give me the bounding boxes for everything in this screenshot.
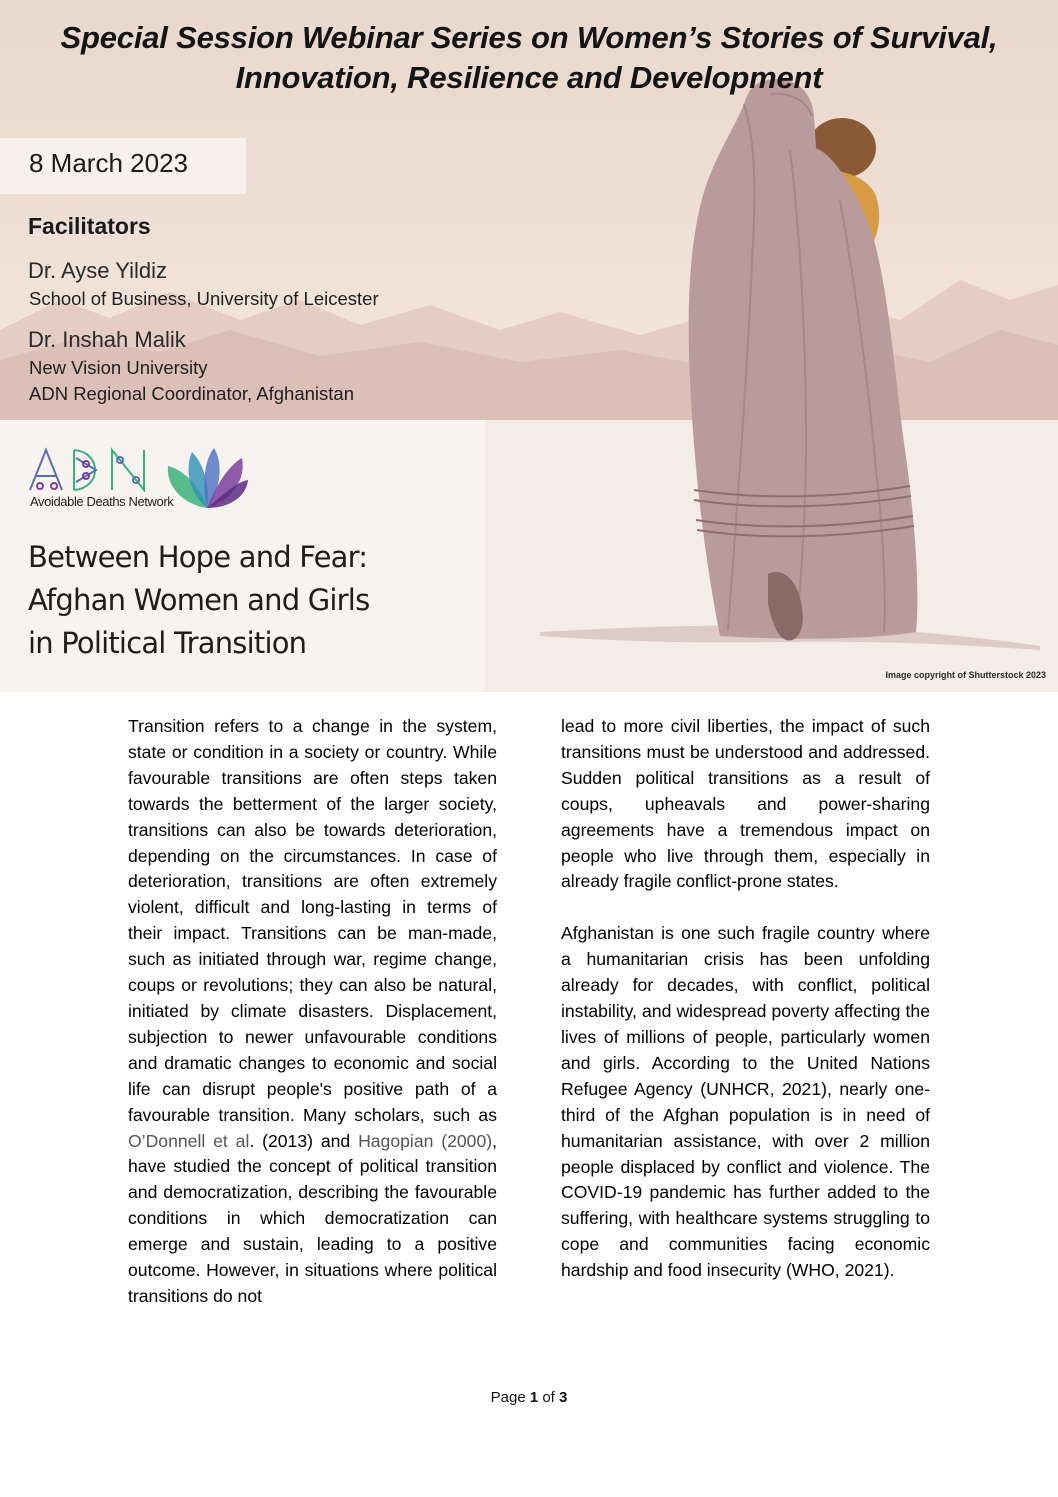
webinar-title	[28, 536, 369, 665]
event-date: 8 March 2023	[29, 148, 188, 178]
adn-logo	[26, 446, 158, 492]
right-column	[561, 714, 930, 1284]
left-paragraph-1	[128, 714, 497, 1310]
left-column	[128, 714, 497, 1310]
right-paragraph-1: lead to more civil liberties, the impact of such transitions must be understood and addressed. Sudden political transitions as a result of coups, upheavals and power-sharing agreements have a tremendous impact on people who live through them, especially in already fragile conflict-prone states.	[561, 716, 930, 892]
left-p1-text-a: Transition refers to a change in the system, state or condition in a society or country. While favourable transitions are often steps taken towards the betterment of the larger society, transitions can also be towards deterioration, depending on the circumstances. In case of deterioration, transitions are often extremely violent, difficult and long-lasting in terms of their impact. Transitions can be man-made, such as initiated through war, regime change, coups or revolutions; they can also be natural, initiated by climate disasters. Displacement, subjection to newer unfavourable conditions and dramatic changes to economic and social life can disrupt people's positive path of a favourable transition. Many scholars, such as	[128, 716, 497, 1125]
series-title-line-2: Innovation, Resilience and Development	[235, 60, 823, 95]
page-prefix: Page	[490, 1389, 530, 1406]
page-total: 3	[559, 1389, 568, 1406]
facilitator-2-affiliation-1: New Vision University	[29, 357, 208, 378]
header-banner	[0, 0, 1058, 692]
facilitator-2-affiliation-2: ADN Regional Coordinator, Afghanistan	[29, 383, 354, 404]
facilitator-2-name: Dr. Inshah Malik	[28, 327, 186, 352]
facilitators-heading: Facilitators	[28, 213, 151, 239]
right-paragraph-2: Afghanistan is one such fragile country where a humanitarian crisis has been unfolding already for decades, with conflict, political instability, and widespread poverty affecting the lives of millions of people, particularly women and girls. According to the United Nations Refugee Agency (UNHCR, 2021), nearly one-third of the Afghan population is in need of humanitarian assistance, with over 2 million people displaced by conflict and violence. The COVID-19 pandemic has further added to the suffering, with healthcare systems struggling to cope and communities facing economic hardship and food insecurity (WHO, 2021).	[561, 923, 930, 1281]
citation-odonnell[interactable]: O’Donnell et al	[128, 1130, 250, 1151]
page-number	[0, 1389, 1058, 1406]
series-title	[0, 18, 1058, 98]
left-p1-text-b: . (2013) and	[249, 1130, 359, 1151]
webinar-title-line-3: in Political Transition	[28, 626, 307, 660]
lotus-logo	[162, 446, 252, 510]
facilitator-1-name: Dr. Ayse Yildiz	[28, 258, 167, 283]
adn-logo-caption: Avoidable Deaths Network	[30, 494, 174, 509]
left-p1-text-c: , have studied the concept of political transition and democratization, describing the favourable conditions in which democratization can emerge and sustain, leading to a positive outcome. However, in situations where political transitions do not	[128, 1130, 497, 1306]
facilitator-1-affiliation: School of Business, University of Leicester	[29, 288, 379, 309]
series-title-line-1: Special Session Webinar Series on Women’s Stories of Survival,	[60, 20, 998, 55]
citation-hagopian[interactable]: Hagopian (2000)	[358, 1130, 493, 1151]
page-current: 1	[529, 1389, 539, 1406]
page-mid: of	[538, 1389, 560, 1406]
image-credit: Image copyright of Shutterstock 2023	[885, 670, 1046, 680]
webinar-title-line-1: Between Hope and Fear:	[28, 540, 368, 574]
webinar-title-line-2: Afghan Women and Girls	[28, 583, 370, 617]
